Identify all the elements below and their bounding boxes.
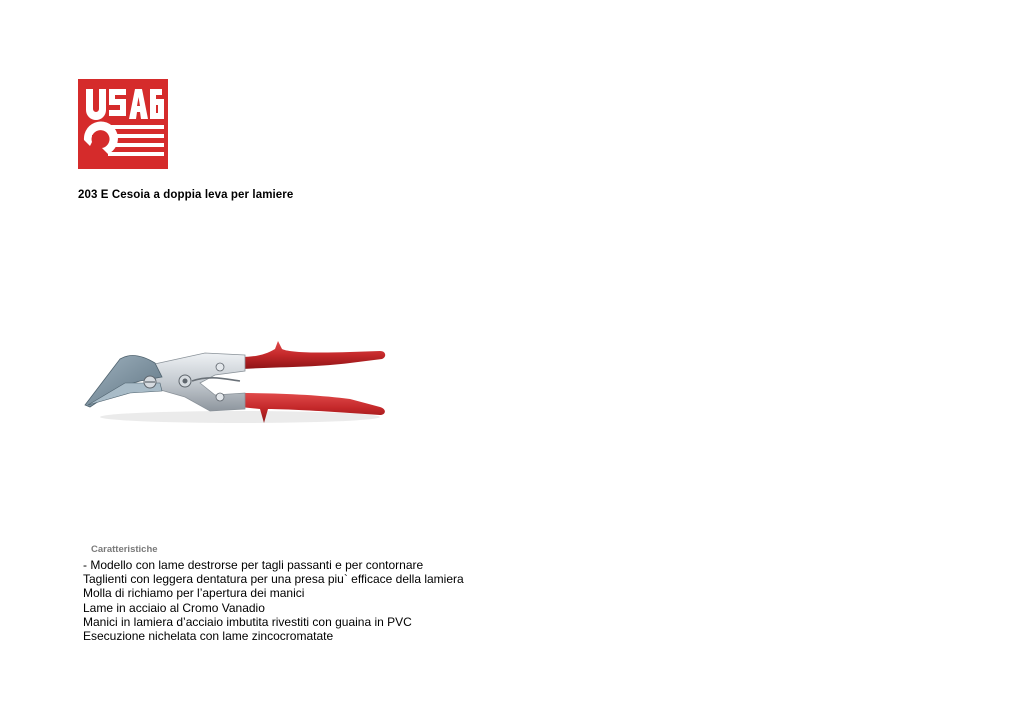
feature-item: Taglienti con leggera dentatura per una presa piu` efficace della lamiera [83, 572, 464, 587]
features-heading: Caratteristiche [91, 544, 158, 555]
feature-item: Lame in acciaio al Cromo Vanadio [83, 600, 265, 615]
product-title: 203 E Cesoia a doppia leva per lamiere [78, 189, 294, 201]
usag-logo [78, 79, 168, 169]
feature-item: - Modello con lame destrorse per tagli passanti e per contornare [83, 558, 424, 572]
features-list [83, 558, 464, 643]
feature-item: Molla di richiamo per l’apertura dei manici [83, 586, 305, 601]
aviation-snips-image [80, 335, 400, 435]
feature-item: Esecuzione nichelata con lame zincocromatate [83, 629, 334, 644]
feature-item: Manici in lamiera d’acciaio imbutita rivestiti con guaina in PVC [83, 614, 412, 629]
